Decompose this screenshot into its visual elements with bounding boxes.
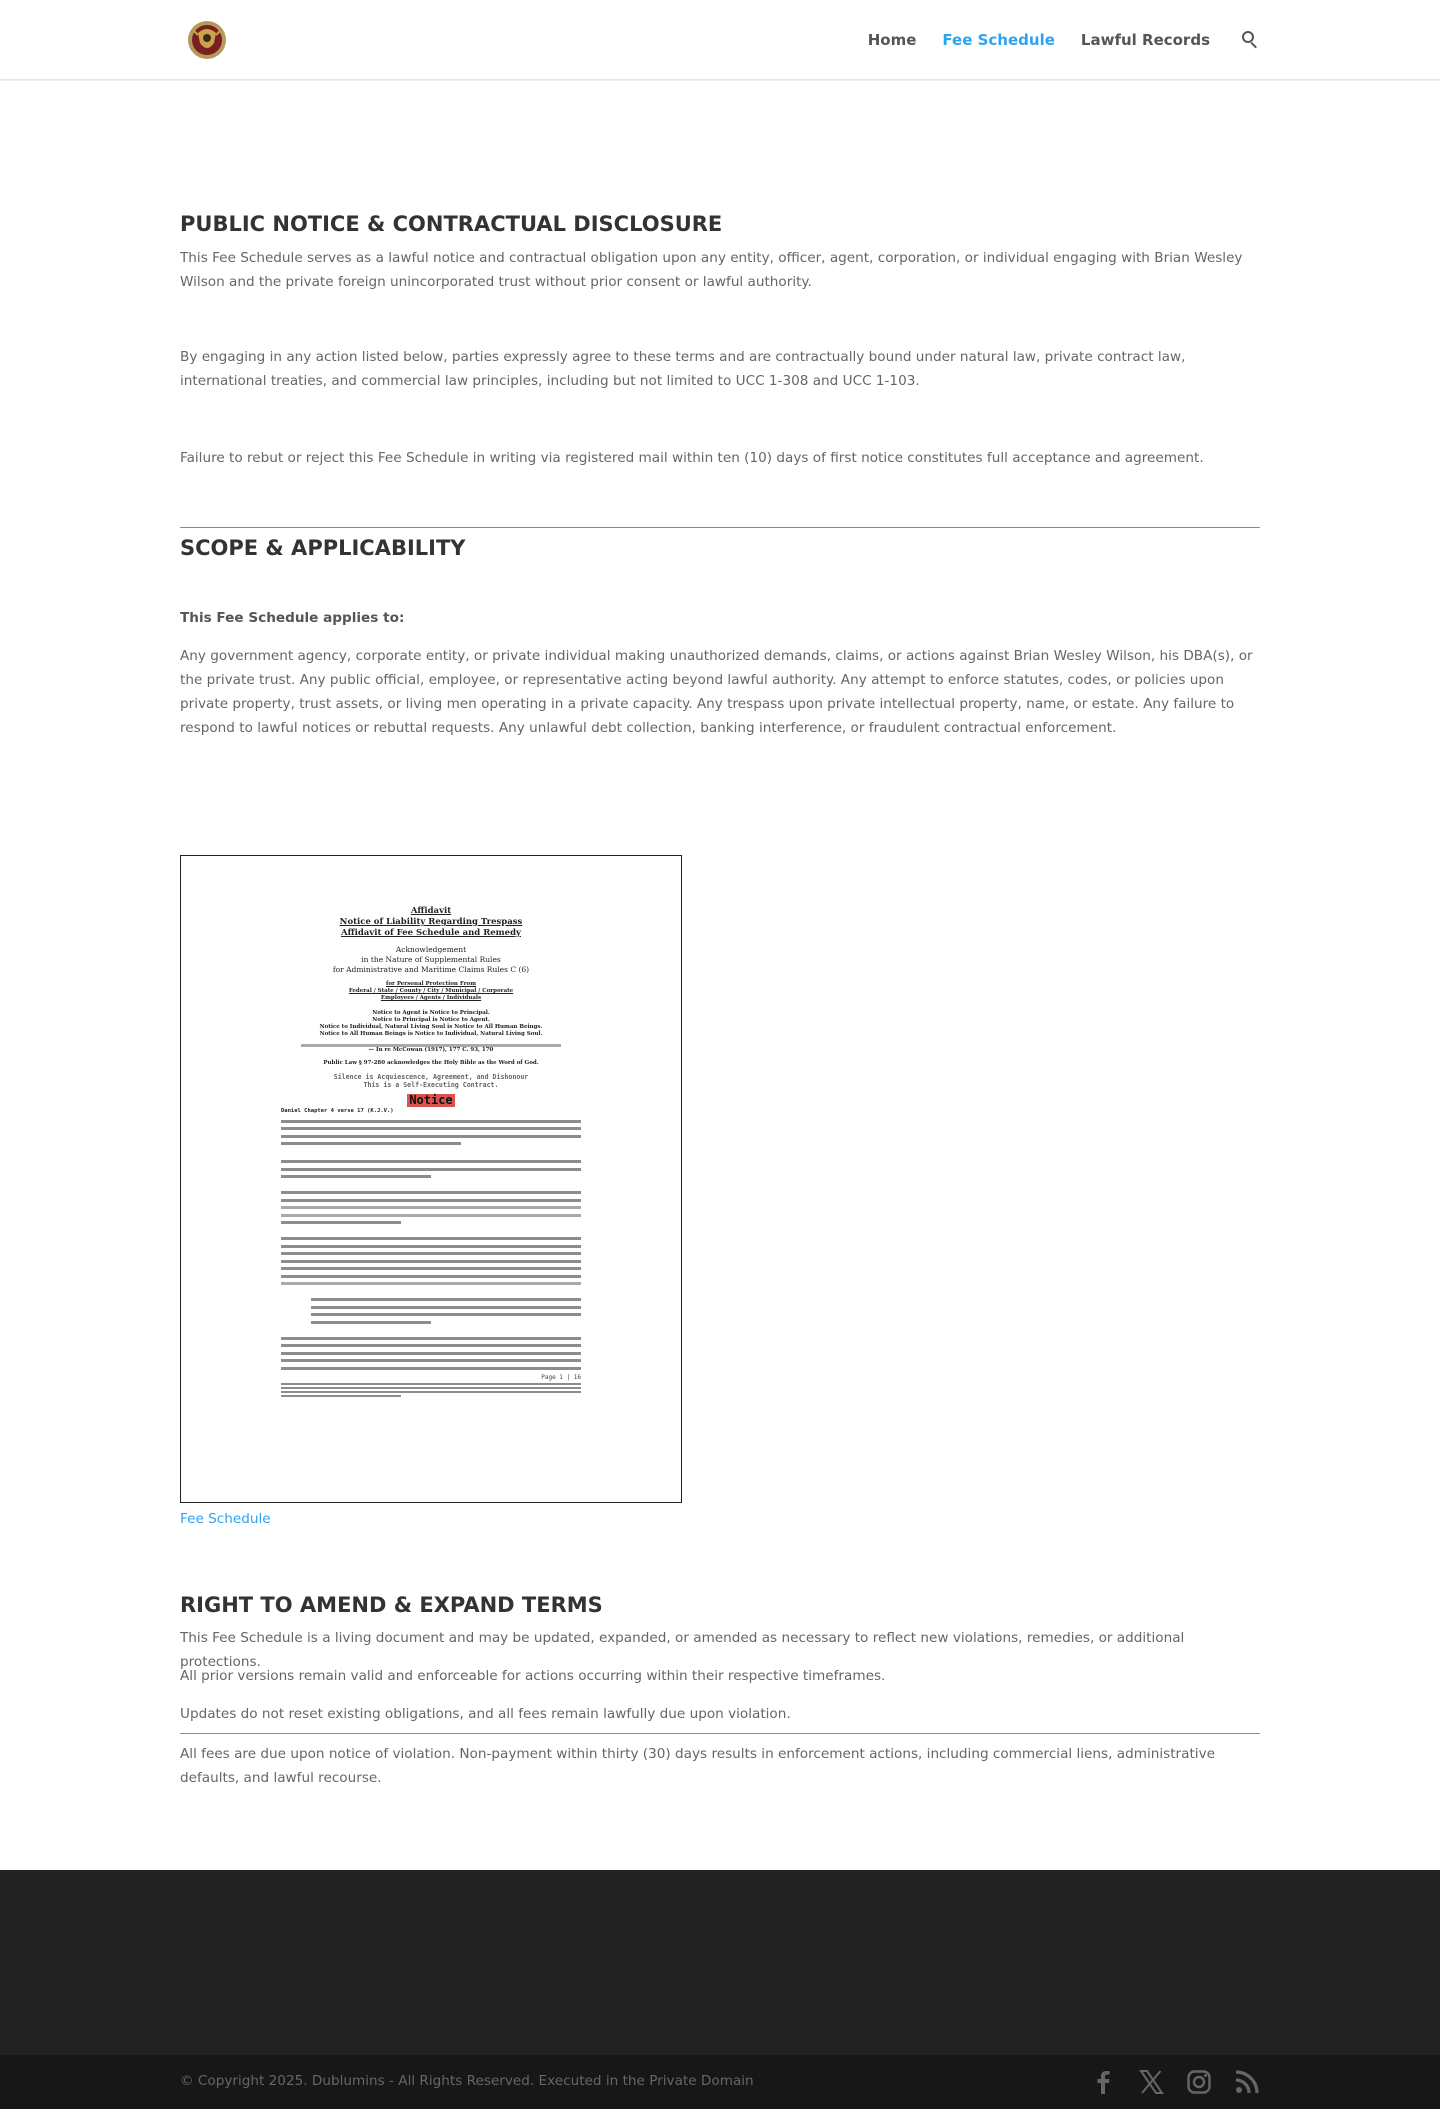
public-notice-paragraph-3: Failure to rebut or reject this Fee Schedule in writing via registered mail within ten (10) days of first notice constitutes full acceptance and agreement.: [180, 450, 1204, 466]
nav-lawful-records[interactable]: Lawful Records: [1080, 31, 1210, 49]
doc-verse: Daniel Chapter 4 verse 17 (K.J.V.): [281, 1108, 394, 1114]
doc-citation: — In re McCowan (1917), 177 C. 93, 170: [368, 1047, 494, 1053]
doc-notice-1: Notice to Agent is Notice to Principal.: [372, 1010, 490, 1016]
doc-notice-2: Notice to Principal is Notice to Agent.: [372, 1017, 490, 1023]
logo-crest-icon[interactable]: [186, 19, 228, 61]
doc-silence-2: This is a Self-Executing Contract.: [363, 1081, 499, 1089]
amend-paragraph-4: All fees are due upon notice of violation. Non-payment within thirty (30) days results in enforcement actions, including commercial liens, administrative defaults, and lawful recourse.: [180, 1746, 1215, 1786]
doc-page-number: Page 1 | 16: [541, 1374, 581, 1381]
amend-paragraph-1: This Fee Schedule is a living document and may be updated, expanded, or amended as necessary to reflect new violations, remedies, or additional protections.: [180, 1630, 1185, 1670]
doc-public-law: Public Law § 97-280 acknowledges the Holy Bible as the Word of God.: [323, 1060, 539, 1066]
search-icon[interactable]: [1242, 31, 1260, 49]
doc-body-text: [281, 1120, 581, 1370]
social-links: [1090, 2069, 1260, 2095]
instagram-icon[interactable]: [1186, 2069, 1212, 2095]
fee-schedule-link[interactable]: Fee Schedule: [180, 1511, 271, 1527]
public-notice-paragraph-2: By engaging in any action listed below, parties expressly agree to these terms and are contractually bound under natural law, private contract law, international treaties, and commercial law principles, including but not limited to UCC 1-308 and UCC 1-103.: [180, 349, 1186, 389]
doc-sub-3: for Administrative and Maritime Claims Rules C (6): [332, 965, 530, 974]
footer-widgets: [0, 1870, 1440, 2055]
copyright-text: © Copyright 2025. Dublumins - All Rights Reserved. Executed in the Private Domain: [180, 2073, 754, 2089]
facebook-icon[interactable]: [1090, 2069, 1116, 2095]
fee-schedule-document-image[interactable]: [180, 855, 682, 1503]
doc-notice-4: Notice to All Human Beings is Notice to Individual, Natural Living Soul.: [319, 1031, 543, 1037]
doc-sub-1: Acknowledgement: [395, 945, 467, 954]
divider: [180, 527, 1260, 528]
doc-notice-3: Notice to Individual, Natural Living Soul is Notice to All Human Beings.: [319, 1024, 543, 1030]
scope-body: Any government agency, corporate entity, or private individual making unauthorized demands, claims, or actions against Brian Wesley Wilson, his DBA(s), or the private trust. Any public official, employee, or representative acting beyond lawful authority. Any attempt to enforce statutes, codes, or policies upon private property, trust assets, or living men operating in a private capacity. Any trespass upon private intellectual property, name, or estate. Any failure to respond to lawful notices or rebuttal requests. Any unlawful debt collection, banking interference, or fraudulent contractual enforcement.: [180, 648, 1253, 736]
x-icon[interactable]: [1138, 2069, 1164, 2095]
amend-heading: RIGHT TO AMEND & EXPAND TERMS: [180, 1593, 603, 1617]
site-header: [0, 0, 1440, 80]
nav-home[interactable]: Home: [867, 31, 917, 49]
doc-footer-text: [281, 1383, 581, 1397]
main-nav: [868, 0, 1260, 80]
nav-fee-schedule[interactable]: Fee Schedule: [942, 31, 1055, 49]
footer-bottom-bar: [0, 2055, 1440, 2109]
doc-small-3: Employees / Agents / Individuals: [380, 995, 482, 1001]
document-page: [281, 906, 581, 1399]
doc-small-2: Federal / State / County / City / Municipal / Corporate: [348, 988, 514, 994]
divider: [180, 1733, 1260, 1734]
doc-title-2: Notice of Liability Regarding Trespass: [339, 917, 523, 927]
amend-paragraph-3: Updates do not reset existing obligations, and all fees remain lawfully due upon violation.: [180, 1706, 791, 1722]
doc-notice-badge: Notice: [409, 1093, 453, 1107]
doc-sub-2: in the Nature of Supplemental Rules: [361, 955, 501, 964]
scope-heading: SCOPE & APPLICABILITY: [180, 536, 466, 560]
doc-silence-1: Silence is Acquiescence, Agreement, and Dishonour: [333, 1073, 529, 1081]
public-notice-heading: PUBLIC NOTICE & CONTRACTUAL DISCLOSURE: [180, 212, 723, 236]
scope-applies-label: This Fee Schedule applies to:: [180, 610, 405, 626]
doc-small-1: for Personal Protection From: [385, 981, 477, 987]
rss-icon[interactable]: [1234, 2069, 1260, 2095]
public-notice-paragraph-1: This Fee Schedule serves as a lawful notice and contractual obligation upon any entity, officer, agent, corporation, or individual engaging with Brian Wesley Wilson and the private foreign unincorporated trust without prior consent or lawful authority.: [180, 250, 1243, 290]
amend-paragraph-2: All prior versions remain valid and enforceable for actions occurring within their respective timeframes.: [180, 1668, 886, 1684]
doc-title-3: Affidavit of Fee Schedule and Remedy: [341, 928, 521, 938]
doc-title-1: Affidavit: [410, 906, 452, 916]
